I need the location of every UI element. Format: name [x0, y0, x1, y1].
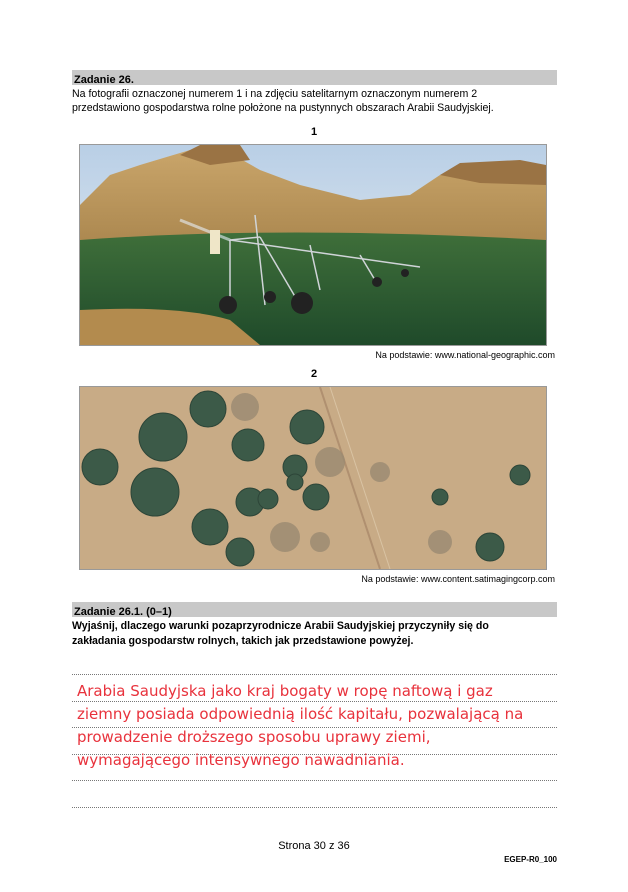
- page-number: Strona 30 z 36: [278, 840, 350, 852]
- satellite-image: [80, 387, 546, 569]
- figure-2-source: Na podstawie: www.content.satimagingcorp.com: [361, 574, 555, 584]
- answer-line: [72, 780, 557, 781]
- question-line-1: Wyjaśnij, dlaczego warunki pozaprzyrodnicze Arabii Saudyjskiej przyczyniły się do: [72, 620, 489, 632]
- answer-line-4: wymagającego intensywnego nawadniania.: [77, 751, 405, 769]
- figure-1-photo: [79, 144, 547, 346]
- answer-line: [72, 807, 557, 808]
- answer-line-1: Arabia Saudyjska jako kraj bogaty w ropę naftową i gaz: [77, 682, 493, 700]
- answer-line: [72, 674, 557, 675]
- figure-2-satellite-image: [79, 386, 547, 570]
- figure-2-number: 2: [310, 368, 318, 380]
- subtask-question: [72, 619, 562, 649]
- intro-line-2: przedstawiono gospodarstwa rolne położone na pustynnych obszarach Arabii Saudyjskiej.: [72, 102, 494, 114]
- task-header-bar: [72, 70, 557, 85]
- intro-line-1: Na fotografii oznaczonej numerem 1 i na zdjęciu satelitarnym oznaczonym numerem 2: [72, 88, 478, 100]
- exam-code: EGEP-R0_100: [504, 855, 557, 864]
- irrigation-photo: [80, 145, 546, 345]
- figure-1-source: Na podstawie: www.national-geographic.com: [375, 350, 555, 360]
- task-title: Zadanie 26.: [74, 74, 134, 86]
- answer-line-3: prowadzenie droższego sposobu uprawy ziemi,: [77, 728, 431, 746]
- answer-text: [77, 680, 557, 772]
- subtask-title: Zadanie 26.1. (0–1): [74, 606, 172, 618]
- task-intro: [72, 87, 562, 115]
- answer-line-2: ziemny posiada odpowiednią ilość kapitału, pozwalającą na: [77, 705, 524, 723]
- subtask-header-bar: [72, 602, 557, 617]
- figure-1-number: 1: [310, 126, 318, 138]
- question-line-2: zakładania gospodarstw rolnych, takich jak przedstawione powyżej.: [72, 635, 414, 647]
